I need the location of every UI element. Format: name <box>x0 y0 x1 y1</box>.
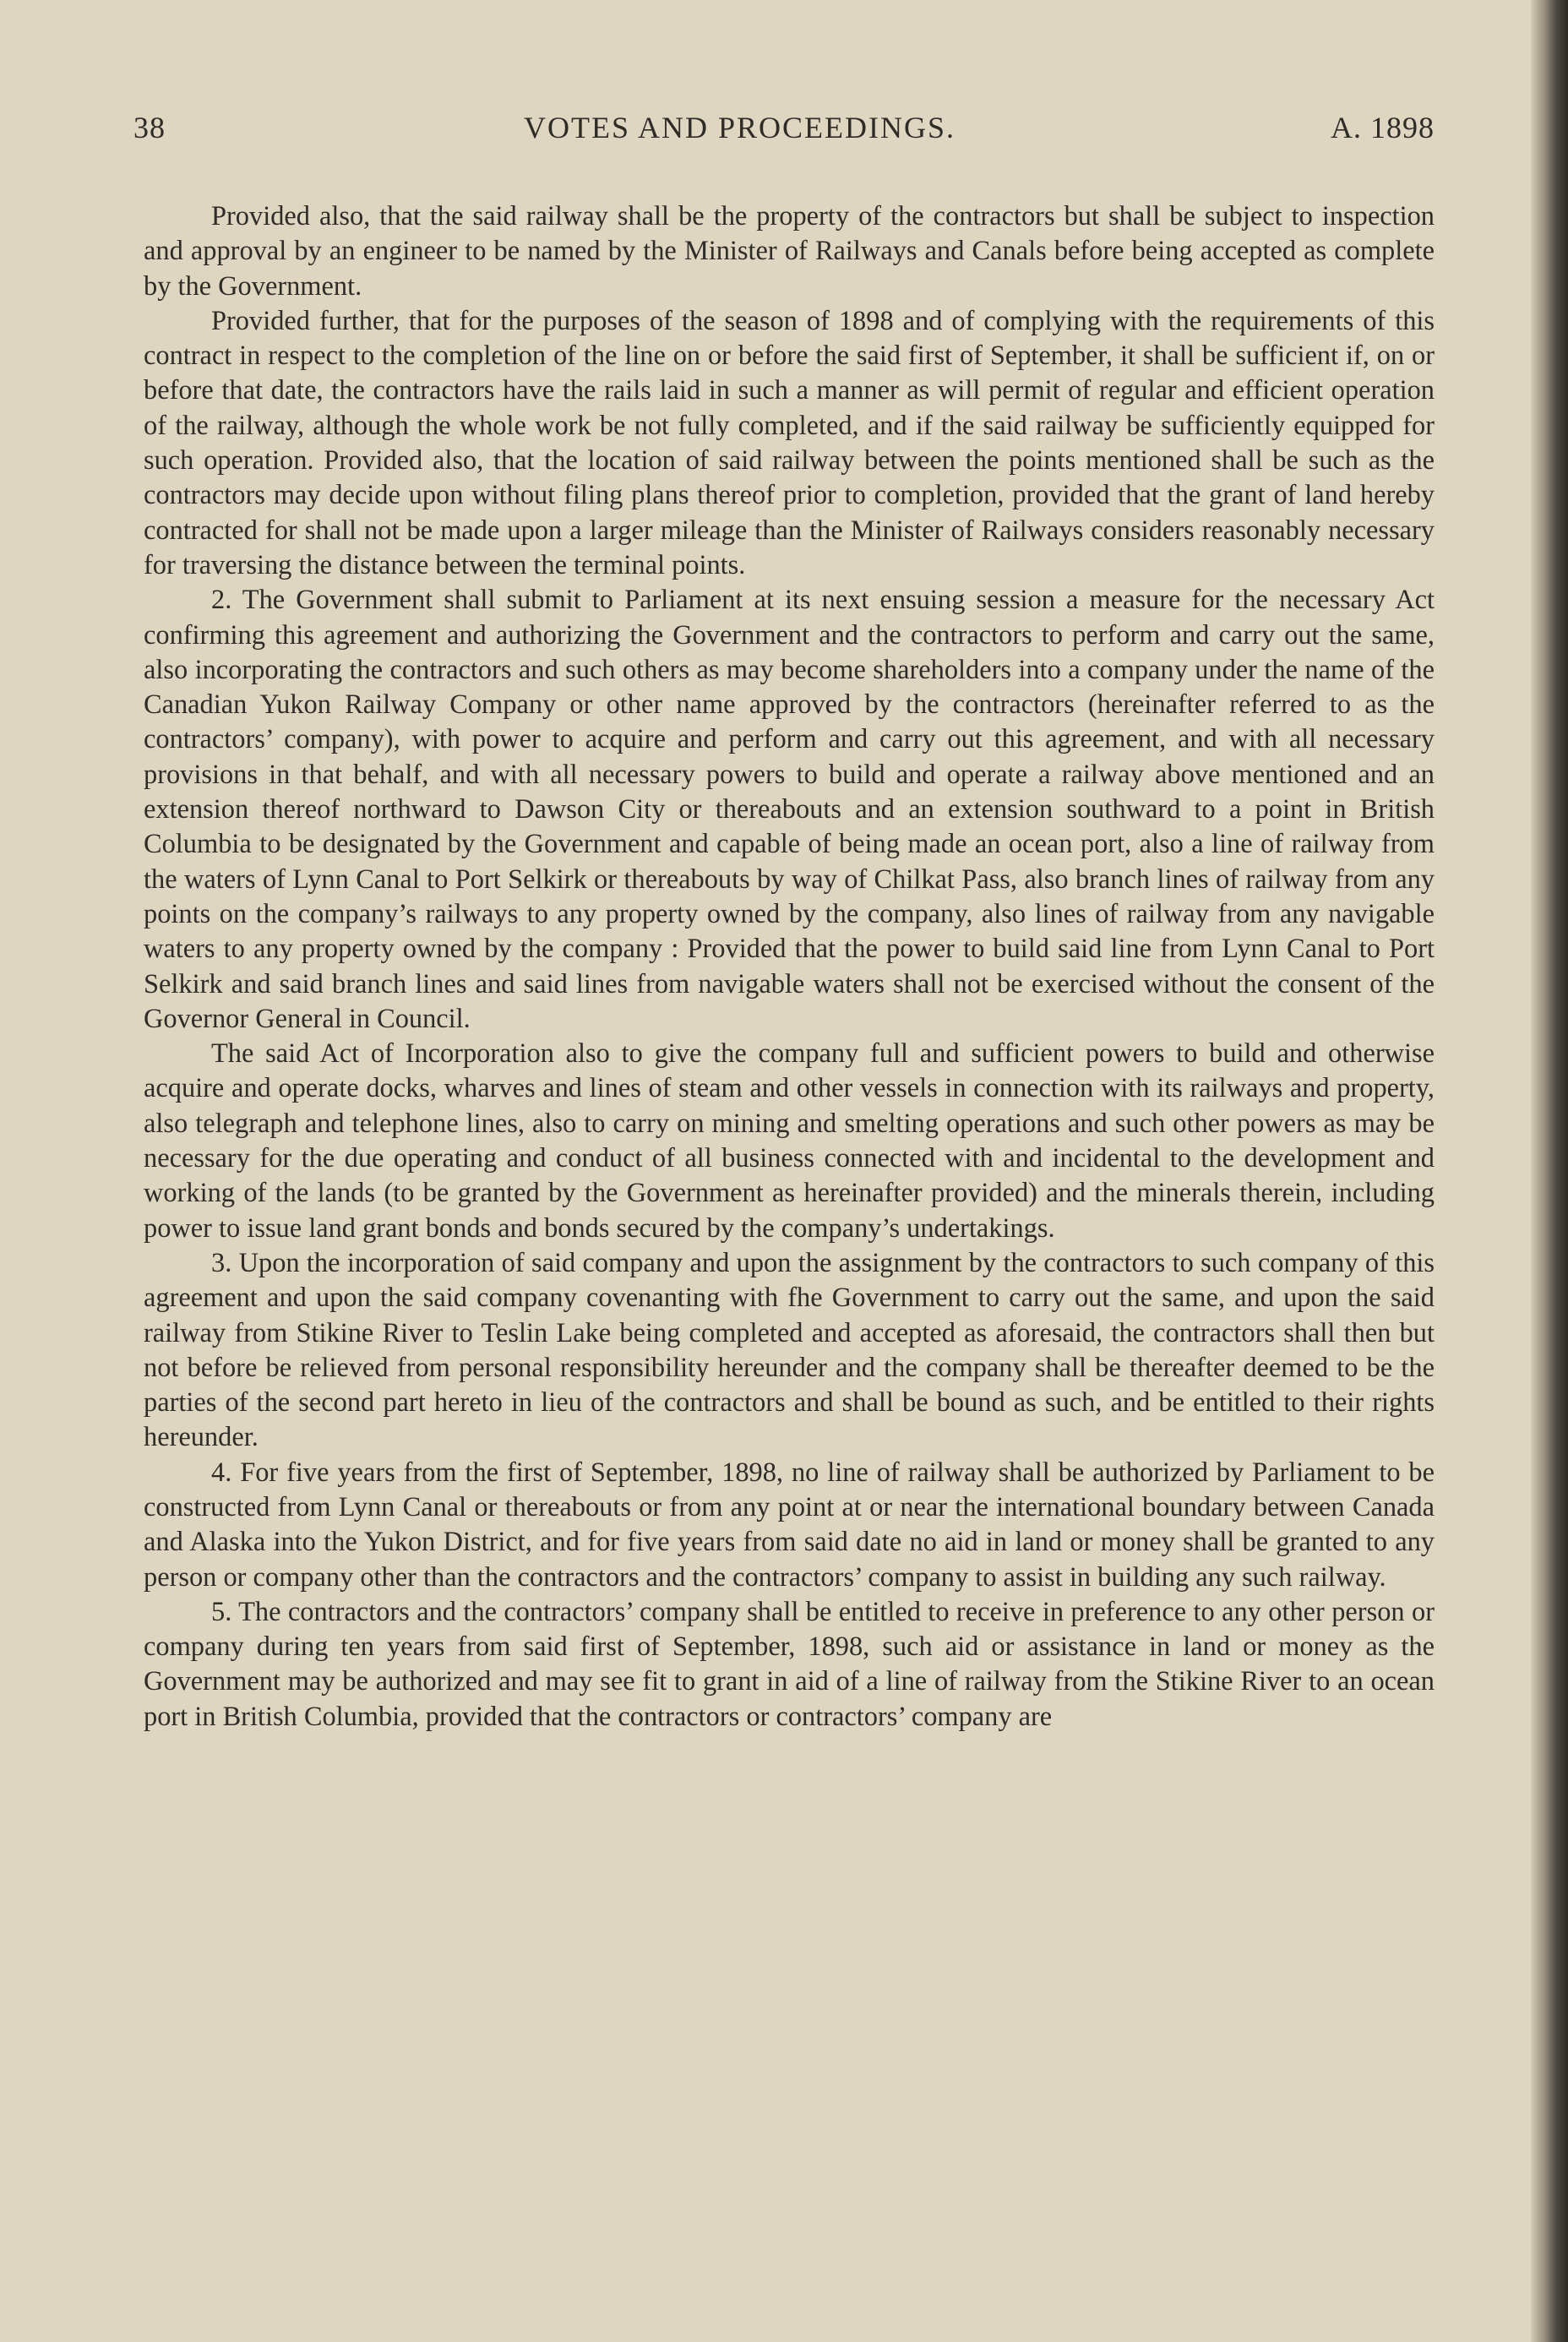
body-text <box>144 199 1435 1735</box>
paragraph: 5. The contractors and the contractors’ company shall be entitled to receive in preference to any other person or company during ten years from said first of September, 1898, such aid or assistance in land or money as the Government may be authorized and may see fit to grant in aid of a line of railway from the Stikine River to an ocean port in British Columbia, provided that the contractors or contractors’ company are <box>144 1596 1435 1732</box>
page-header <box>133 110 1435 161</box>
paragraph: 3. Upon the incorporation of said company and upon the assignment by the contractors to such company of this agreement and upon the said company covenanting with fhe Government to carry out the same, and upon the said railway from Stikine River to Teslin Lake being completed and accepted as aforesaid, the contractors shall then but not before be relieved from personal responsibility hereunder and the company shall be thereafter deemed to be the parties of the second part hereto in lieu of the contractors and shall be bound as such, and be entitled to their rights hereunder. <box>144 1247 1435 1453</box>
paragraph: 2. The Government shall submit to Parliament at its next ensuing session a measure for the necessary Act confirming this agreement and authorizing the Government and the contractors to perform and carry out the same, also incorporating the contractors and such others as may become shareholders into a company under the name of the Canadian Yukon Railway Company or other name approved by the contractors (hereinafter referred to as the contractors’ company), with power to acquire and perform and carry out this agreement, and with all necessary provisions in that behalf, and with all necessary powers to build and operate a railway above mentioned and an extension thereof northward to Dawson City or thereabouts and an extension southward to a point in British Columbia to be designated by the Government and capable of being made an ocean port, also a line of railway from the waters of Lynn Canal to Port Selkirk or thereabouts by way of Chilkat Pass, also branch lines of railway from any points on the company’s railways to any property owned by the company, also lines of railway from any navigable waters to any property owned by the company : Provided that the power to build said line from Lynn Canal to Port Selkirk and said branch lines and said lines from navigable waters shall not be exercised without the consent of the Governor General in Council. <box>144 585 1435 1034</box>
running-title: VOTES AND PROCEEDINGS. <box>524 111 956 144</box>
session-label: A. 1898 <box>1331 111 1435 144</box>
paragraph: 4. For five years from the first of September, 1898, no line of railway shall be authorized by Parliament to be constructed from Lynn Canal or thereabouts or from any point at or near the international boundary between Canada and Alaska into the Yukon District, and for five years from said date no aid in land or money shall be granted to any person or company other than the contractors and the contractors’ company to assist in building any such railway. <box>144 1457 1435 1593</box>
binding-edge <box>1531 0 1568 2342</box>
paragraph: Provided further, that for the purposes of the season of 1898 and of complying with the requirements of this contract in respect to the completion of the line on or before the said first of September, it shall be sufficient if, on or before that date, the contractors have the rails laid in such a manner as will permit of regular and efficient operation of the railway, although the whole work be not fully completed, and if the said railway be sufficiently equipped for such operation. Provided also, that the location of said railway between the points mentioned shall be such as the contractors may decide upon without filing plans thereof prior to completion, provided that the grant of land hereby contracted for shall not be made upon a larger mileage than the Minister of Railways considers reasonably necessary for traversing the distance between the terminal points. <box>144 305 1435 580</box>
page-number: 38 <box>133 111 166 144</box>
paragraph: Provided also, that the said railway shall be the property of the contractors but shall be subject to inspection and approval by an engineer to be named by the Minister of Railways and Canals before being accepted as complete by the Government. <box>144 201 1435 302</box>
paragraph: The said Act of Incorporation also to give the company full and sufficient powers to build and otherwise acquire and operate docks, wharves and lines of steam and other vessels in connection with its railways and property, also telegraph and telephone lines, also to carry on mining and smelting operations and such other powers as may be necessary for the due operating and conduct of all business connected with and incidental to the development and working of the lands (to be granted by the Government as hereinafter provided) and the minerals therein, including power to issue land grant bonds and bonds secured by the company’s undertakings. <box>144 1038 1435 1244</box>
